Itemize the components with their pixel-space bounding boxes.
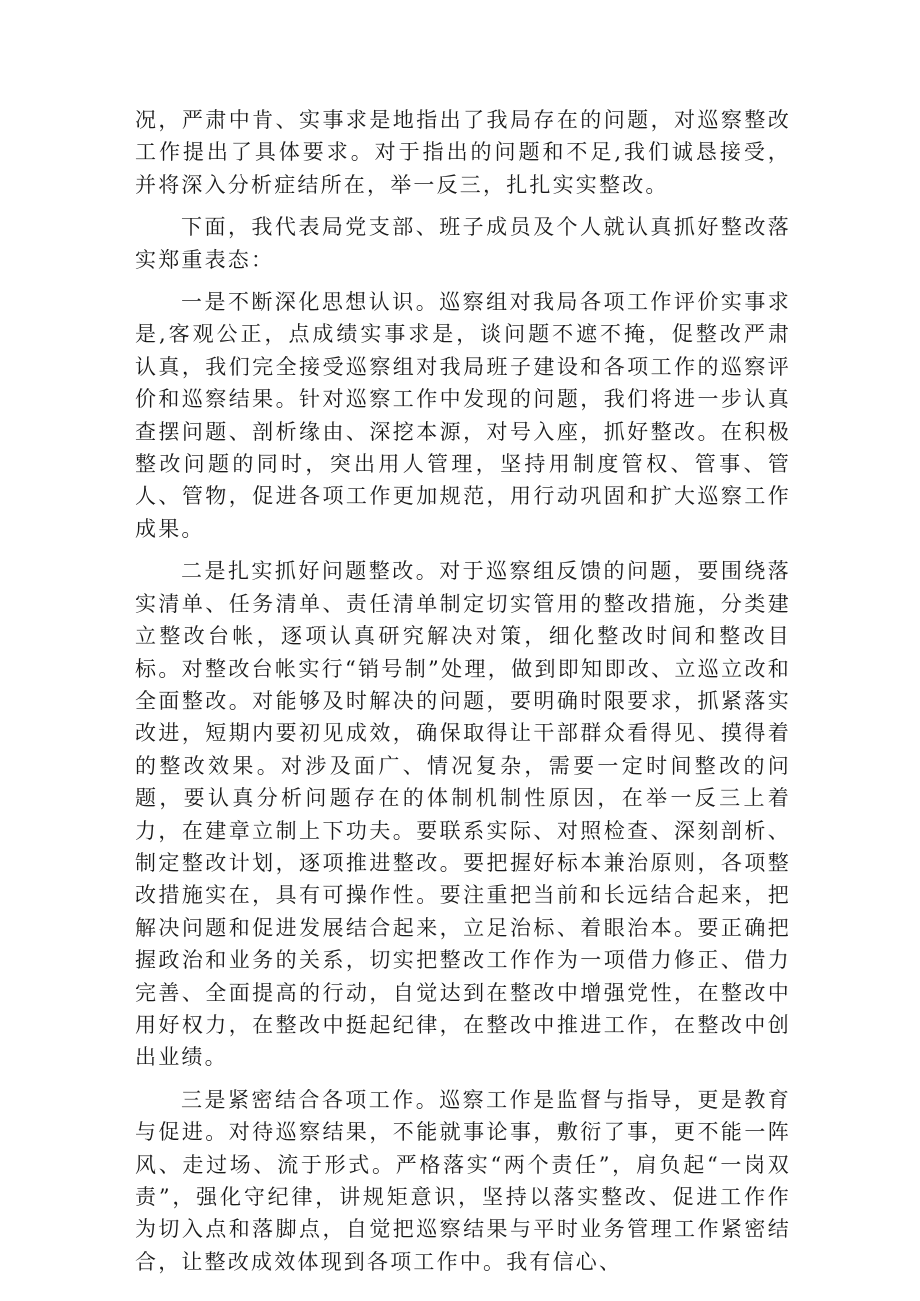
paragraph-point-three: 三是紧密结合各项工作。巡察工作是监督与指导，更是教育与促进。对待巡察结果，不能就事论事，敷衍了事，更不能一阵风、走过场、流于形式。严格落实“两个责任”，肩负起“一岗双责”，强化守纪律，讲规矩意识，坚持以落实整改、促进工作作为切入点和落脚点，自觉把巡察结果与平时业务管理工作紧密结合，让整改成效体现到各项工作中。我有信心、 [135, 1087, 791, 1274]
document-body [135, 104, 791, 1288]
paragraph-continuation: 况，严肃中肯、实事求是地指出了我局存在的问题，对巡察整改工作提出了具体要求。对于指出的问题和不足,我们诚恳接受，并将深入分析症结所在，举一反三，扎扎实实整改。 [135, 108, 791, 197]
paragraph-point-two: 二是扎实抓好问题整改。对于巡察组反馈的问题，要围绕落实清单、任务清单、责任清单制定切实管用的整改措施，分类建立整改台帐，逐项认真研究解决对策，细化整改时间和整改目标。对整改台帐实行“销号制”处理，做到即知即改、立巡立改和全面整改。对能够及时解决的问题，要明确时限要求，抓紧落实改进，短期内要初见成效，确保取得让干部群众看得见、摸得着的整改效果。对涉及面广、情况复杂，需要一定时间整改的问题，要认真分析问题存在的体制机制性原因，在举一反三上着力，在建章立制上下功夫。要联系实际、对照检查、深刻剖析、制定整改计划，逐项推进整改。要把握好标本兼治原则，各项整改措施实在，具有可操作性。要注重把当前和长远结合起来，把解决问题和促进发展结合起来，立足治标、着眼治本。要正确把握政治和业务的关系，切实把整改工作作为一项借力修正、借力完善、全面提高的行动，自觉达到在整改中增强党性，在整改中用好权力，在整改中挺起纪律，在整改中推进工作，在整改中创出业绩。 [135, 559, 791, 1070]
paragraph-statement-intro: 下面，我代表局党支部、班子成员及个人就认真抓好整改落实郑重表态： [135, 215, 791, 272]
paragraph-point-one: 一是不断深化思想认识。巡察组对我局各项工作评价实事求是,客观公正，点成绩实事求是，谈问题不遮不掩，促整改严肃认真，我们完全接受巡察组对我局班子建设和各项工作的巡察评价和巡察结果。针对巡察工作中发现的问题，我们将进一步认真查摆问题、剖析缘由、深挖本源，对号入座，抓好整改。在积极整改问题的同时，突出用人管理，坚持用制度管权、管事、管人、管物，促进各项工作更加规范，用行动巩固和扩大巡察工作成果。 [135, 290, 791, 541]
